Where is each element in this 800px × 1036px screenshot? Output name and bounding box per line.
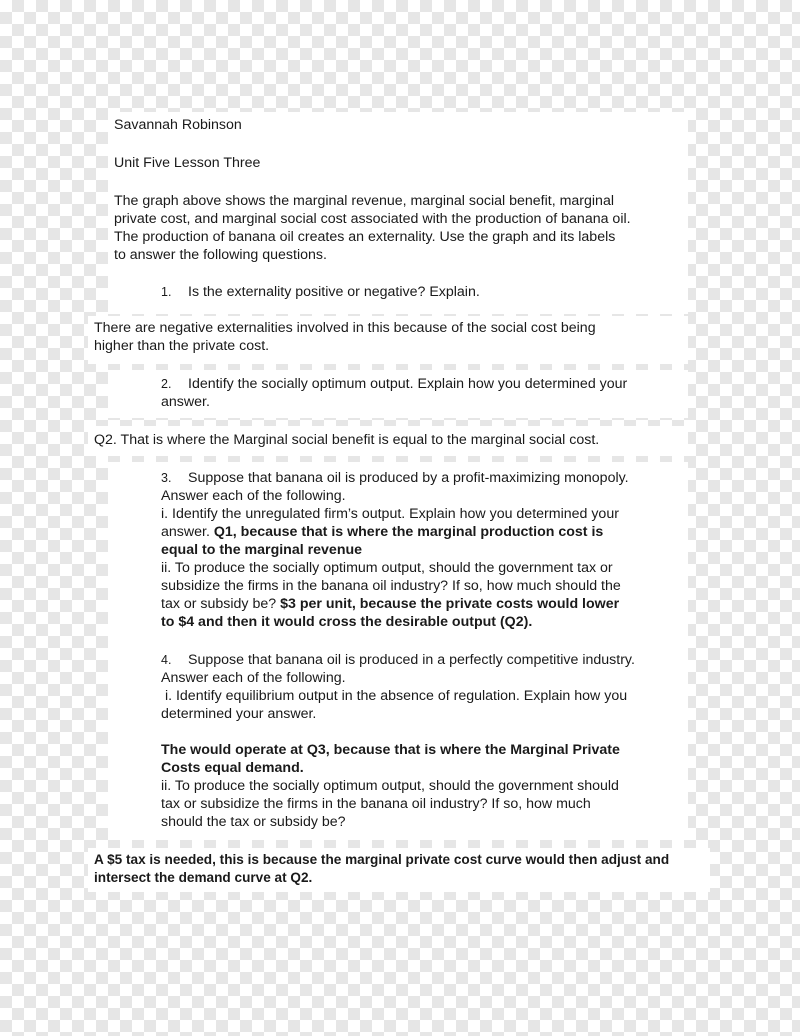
question-4-answer-line-2: Costs equal demand. — [161, 760, 304, 776]
question-2 — [108, 370, 688, 418]
question-3-number: 3. — [161, 471, 172, 485]
question-3-i-answer-cont: equal to the marginal revenue — [161, 542, 363, 558]
question-3-i-line-1: i. Identify the unregulated firm’s output. Explain how you determined your — [161, 506, 619, 522]
question-1-number: 1. — [161, 285, 172, 299]
question-4-ii-line-2: tax or subsidize the firms in the banana oil industry? If so, how much — [161, 796, 591, 812]
question-3-i-answer: Q1, because that is where the marginal production cost is — [213, 524, 604, 540]
question-4-number: 4. — [161, 653, 172, 667]
question-4-i-line-1: i. Identify equilibrium output in the absence of regulation. Explain how you — [161, 688, 628, 704]
question-3-ii-answer-cont: to $4 and then it would cross the desirable output (Q2). — [161, 614, 533, 630]
question-3-line-2: Answer each of the following. — [161, 488, 346, 504]
question-2-line-1: Identify the socially optimum output. Explain how you determined your — [188, 376, 628, 392]
question-3-ii-line-1: ii. To produce the socially optimum output, should the government tax or — [161, 560, 613, 576]
question-1 — [108, 280, 688, 314]
intro-line-3: The production of banana oil creates an externality. Use the graph and its labels — [114, 229, 616, 245]
question-1-text: Is the externality positive or negative? Explain. — [188, 284, 480, 300]
question-2-line-2: answer. — [161, 394, 210, 410]
question-4-ii-line-3: should the tax or subsidy be? — [161, 814, 346, 830]
intro-line-2: private cost, and marginal social cost associated with the production of banana oil. — [114, 211, 631, 227]
question-3-ii-line-3: tax or subsidy be? — [161, 596, 281, 612]
question-3-ii-line-2: subsidize the firms in the banana oil industry? If so, how much should the — [161, 578, 621, 594]
question-4-line-2: Answer each of the following. — [161, 670, 346, 686]
questions-3-4-block — [108, 462, 688, 840]
intro-line-4: to answer the following questions. — [114, 247, 327, 263]
answer-1-line-2: higher than the private cost. — [94, 338, 270, 354]
author-name: Savannah Robinson — [114, 117, 242, 133]
question-2-number: 2. — [161, 377, 172, 391]
question-3-i-line-2: answer. — [161, 524, 214, 540]
final-answer — [88, 848, 710, 892]
final-answer-line-1: A $5 tax is needed, this is because the marginal private cost curve would then adjust and — [94, 852, 670, 867]
question-4-answer-line-1: The would operate at Q3, because that is where the Marginal Private — [161, 742, 620, 758]
answer-2-text: Q2. That is where the Marginal social benefit is equal to the marginal social cost. — [94, 432, 600, 448]
answer-2 — [88, 426, 688, 456]
question-3-line-1: Suppose that banana oil is produced by a profit-maximizing monopoly. — [188, 470, 629, 486]
question-3-ii-answer: $3 per unit, because the private costs would lower — [280, 596, 620, 612]
question-4-line-1: Suppose that banana oil is produced in a perfectly competitive industry. — [188, 652, 635, 668]
answer-1-line-1: There are negative externalities involved in this because of the social cost being — [94, 320, 596, 336]
question-4-i-line-2: determined your answer. — [161, 706, 317, 722]
intro-line-1: The graph above shows the marginal revenue, marginal social benefit, marginal — [114, 193, 614, 209]
lesson-title: Unit Five Lesson Three — [114, 155, 261, 171]
header-block — [108, 112, 688, 282]
question-4-ii-line-1: ii. To produce the socially optimum output, should the government should — [161, 778, 619, 794]
final-answer-line-2: intersect the demand curve at Q2. — [94, 870, 313, 885]
answer-1 — [88, 316, 688, 364]
